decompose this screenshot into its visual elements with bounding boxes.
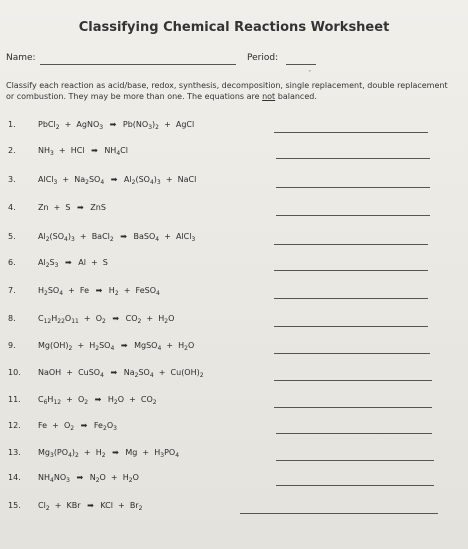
instructions-text-1: Classify each reaction as acid/base, redox, synthesis, decomposition, single replacement, double replacement or combustion. They may be more than one. The equations are <box>6 81 448 101</box>
reaction-row <box>0 175 468 191</box>
answer-line[interactable] <box>274 407 432 408</box>
reaction-row <box>0 120 468 136</box>
reaction-number: 7. <box>8 286 16 295</box>
reaction-row <box>0 501 468 517</box>
answer-line[interactable] <box>276 187 430 188</box>
reaction-number: 6. <box>8 258 16 267</box>
answer-line[interactable] <box>274 132 428 133</box>
reaction-row <box>0 473 468 489</box>
reaction-equation: $NH_4NO_3$ ➡ $N_2O + H_2O$ <box>38 473 139 484</box>
reaction-row <box>0 421 468 437</box>
reaction-equation: Zn + S ➡ ZnS <box>38 203 106 212</box>
reaction-number: 11. <box>8 395 21 404</box>
reaction-number: 8. <box>8 314 16 323</box>
answer-line[interactable] <box>274 353 430 354</box>
reaction-equation: $NH_3$ + HCl ➡ $NH_4Cl$ <box>38 146 128 157</box>
reaction-number: 3. <box>8 175 16 184</box>
reaction-number: 1. <box>8 120 16 129</box>
answer-line[interactable] <box>276 433 432 434</box>
reaction-row <box>0 314 468 330</box>
reaction-number: 13. <box>8 448 21 457</box>
reaction-row <box>0 146 468 162</box>
reaction-number: 4. <box>8 203 16 212</box>
reaction-equation: $Cl_2$ + KBr ➡ KCl + $Br_2$ <box>38 501 143 512</box>
reaction-row <box>0 286 468 302</box>
reaction-equation: $Fe + O_2$ ➡ $Fe_2O_3$ <box>38 421 117 432</box>
page-title: Classifying Chemical Reactions Worksheet <box>78 20 390 35</box>
answer-line[interactable] <box>276 158 430 159</box>
reaction-equation: $C_6H_{12} + O_2$ ➡ $H_2O + CO_2$ <box>38 395 157 406</box>
reaction-equation: $Mg_3(PO_4)_2 + H_2$ ➡ $Mg + H_3PO_4$ <box>38 448 180 459</box>
answer-line[interactable] <box>274 270 428 271</box>
reaction-equation: $H_2SO_4 + Fe$ ➡ $H_2$ + FeSO$_4$ <box>38 286 160 297</box>
reaction-number: 9. <box>8 341 16 350</box>
reaction-equation: PbCl$_2$ + AgNO$_3$ ➡ $Pb(NO_3)_2$ + AgCl <box>38 120 195 131</box>
instructions <box>6 80 458 102</box>
period-field-line <box>286 64 316 65</box>
name-field-line <box>40 64 236 65</box>
period-label: Period: <box>247 53 279 63</box>
reaction-row <box>0 395 468 411</box>
reaction-equation: $Al_2S_3$ ➡ Al + S <box>38 258 108 269</box>
answer-line[interactable] <box>276 485 434 486</box>
answer-line[interactable] <box>274 244 428 245</box>
reaction-row <box>0 232 468 248</box>
reaction-equation: $Mg(OH)_2 + H_2SO_4$ ➡ MgSO$_4$ + $H_2O$ <box>38 341 195 352</box>
reaction-equation: AlCl$_3$ + $Na_2SO_4$ ➡ $Al_2(SO_4)_3$ + NaCl <box>38 175 197 186</box>
reaction-row <box>0 368 468 384</box>
instructions-underlined: not <box>262 92 276 101</box>
reaction-number: 14. <box>8 473 21 482</box>
reaction-number: 5. <box>8 232 16 241</box>
answer-line[interactable] <box>274 298 428 299</box>
reaction-number: 2. <box>8 146 16 155</box>
reaction-number: 15. <box>8 501 21 510</box>
answer-line[interactable] <box>276 460 434 461</box>
reaction-number: 12. <box>8 421 21 430</box>
answer-line[interactable] <box>240 513 438 514</box>
reaction-row <box>0 258 468 274</box>
reaction-row <box>0 448 468 464</box>
instructions-text-2: balanced. <box>275 92 317 101</box>
reaction-equation: NaOH + CuSO$_4$ ➡ $Na_2SO_4 + Cu(OH)_2$ <box>38 368 204 379</box>
answer-line[interactable] <box>274 380 432 381</box>
reaction-equation: $Al_2(SO_4)_3$ + BaCl$_2$ ➡ BaSO$_4$ + AlCl$_3$ <box>38 232 196 243</box>
answer-line[interactable] <box>276 215 430 216</box>
reaction-row <box>0 203 468 219</box>
name-label: Name: <box>6 53 36 63</box>
answer-line[interactable] <box>274 326 428 327</box>
reaction-number: 10. <box>8 368 21 377</box>
reaction-equation: $C_{12}H_{22}O_{11} + O_2$ ➡ $CO_2 + H_2O$ <box>38 314 175 325</box>
pencil-mark-icon: ˇ <box>308 70 312 78</box>
reaction-row <box>0 341 468 357</box>
